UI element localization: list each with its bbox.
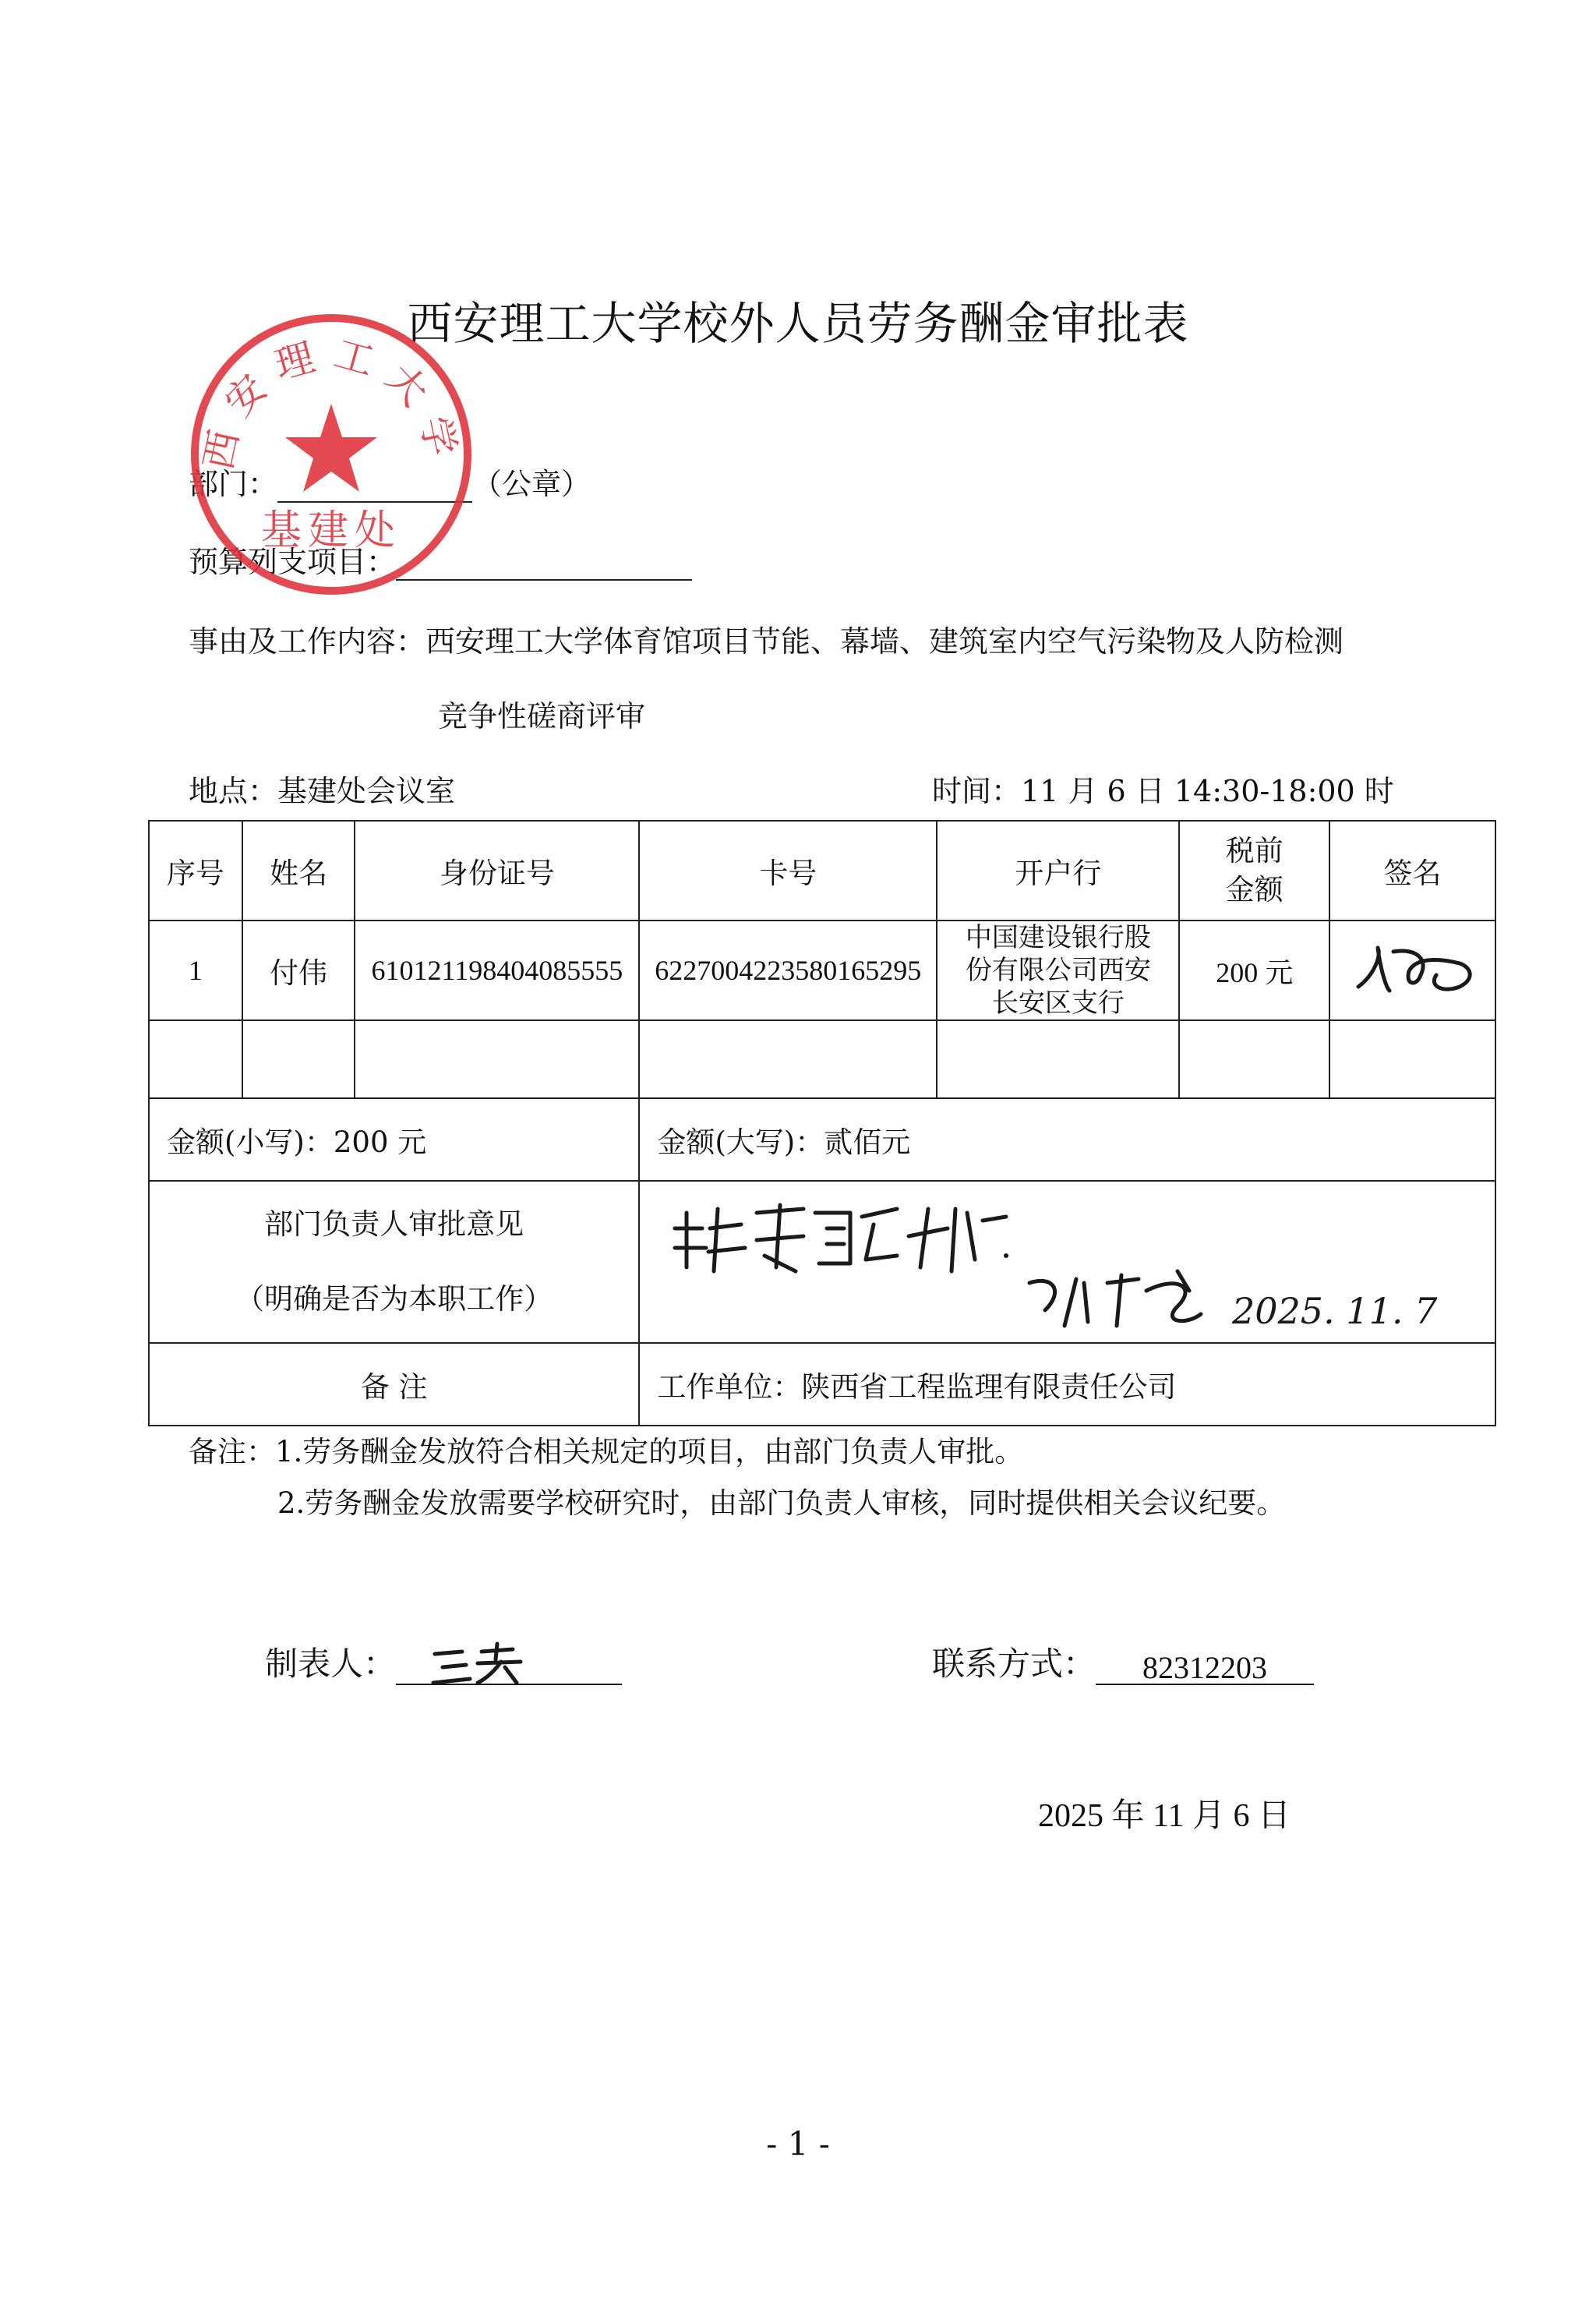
cell-id: 610121198404085555: [355, 921, 639, 1020]
department-seal-note: （公章）: [472, 467, 591, 501]
approval-label-line2: （明确是否为本职工作）: [235, 1282, 553, 1316]
preparer-line: [265, 1638, 622, 1685]
header-sign: 签名: [1329, 821, 1495, 921]
contact-value: 82312203: [1096, 1652, 1314, 1685]
location-value: 基建处会议室: [277, 774, 456, 808]
seal-dept-text: 基建处: [260, 507, 402, 554]
header-amount-line2: 金额: [1225, 873, 1284, 906]
time-value: 11 月 6 日 14:30-18:00 时: [1021, 774, 1394, 808]
matter-text-1: 西安理工大学体育馆项目节能、幕墙、建筑室内空气污染物及人防检测: [425, 624, 1344, 659]
header-seq: 序号: [149, 821, 242, 921]
approval-date: 2025. 11. 7: [1232, 1290, 1438, 1332]
seal-org-text: 西安理工大学: [195, 330, 468, 474]
cell-signature: [1329, 921, 1495, 1020]
header-amount-line1: 税前: [1225, 834, 1284, 868]
approval-opinion: [639, 1181, 1495, 1343]
table-row-empty: [149, 1020, 1495, 1098]
amount-row: [149, 1098, 1495, 1181]
cell-bank-line3: 长安区支行: [991, 988, 1125, 1019]
cell-card: 6227004223580165295: [639, 921, 937, 1020]
document-date: 2025 年 11 月 6 日: [1038, 1798, 1291, 1834]
header-id: 身份证号: [355, 821, 639, 921]
header-bank: 开户行: [937, 821, 1179, 921]
approval-label: [149, 1181, 639, 1343]
matter-label: 事由及工作内容：: [189, 624, 426, 659]
amount-big: 金额(大写)：贰佰元: [639, 1098, 1495, 1181]
preparer-signature: [427, 1640, 536, 1687]
preparer-blank: [396, 1652, 622, 1685]
table-header-row: [149, 821, 1495, 921]
page-title: 西安理工大学校外人员劳务酬金审批表: [407, 297, 1189, 350]
header-amount: [1179, 821, 1329, 921]
official-seal: [187, 310, 475, 599]
seal-star-icon: [285, 404, 377, 492]
payee-signature: [1343, 932, 1483, 1002]
time-line: [932, 767, 1394, 810]
approval-row: [149, 1181, 1495, 1343]
page-number: - 1 -: [766, 2125, 830, 2163]
header-card: 卡号: [639, 821, 937, 921]
cell-bank-line1: 中国建设银行股: [965, 922, 1151, 953]
note-line-1: 备注：1.劳务酬金发放符合相关规定的项目，由部门负责人审批。: [189, 1435, 1024, 1468]
matter-line: [189, 617, 1344, 660]
amount-small: 金额(小写)：200 元: [149, 1098, 639, 1181]
approval-label-line1: 部门负责人审批意见: [264, 1207, 524, 1241]
remark-label: 备 注: [149, 1343, 639, 1426]
cell-seq: 1: [149, 921, 242, 1020]
budget-label: 预算列支项目：: [189, 545, 397, 579]
remark-value: 工作单位：陕西省工程监理有限责任公司: [639, 1343, 1495, 1426]
cell-name: 付伟: [242, 921, 355, 1020]
approval-handwriting: [640, 1182, 1596, 1341]
contact-line: [932, 1638, 1314, 1685]
note-line-2: 2.劳务酬金发放需要学校研究时，由部门负责人审核，同时提供相关会议纪要。: [277, 1486, 1286, 1520]
cell-bank-line2: 份有限公司西安: [965, 955, 1151, 986]
department-label: 部门：: [189, 467, 278, 501]
header-name: 姓名: [242, 821, 355, 921]
remark-row: [149, 1343, 1495, 1426]
location-label: 地点：: [189, 774, 278, 808]
table-row: [149, 921, 1495, 1020]
preparer-label: 制表人：: [265, 1645, 397, 1683]
matter-text-2: 竞争性磋商评审: [438, 699, 646, 733]
cell-bank: [937, 921, 1179, 1020]
cell-amount: 200 元: [1179, 921, 1329, 1020]
approval-table: [148, 820, 1496, 1426]
location-line: [189, 767, 455, 810]
contact-label: 联系方式：: [932, 1645, 1096, 1683]
time-label: 时间：: [932, 774, 1022, 808]
